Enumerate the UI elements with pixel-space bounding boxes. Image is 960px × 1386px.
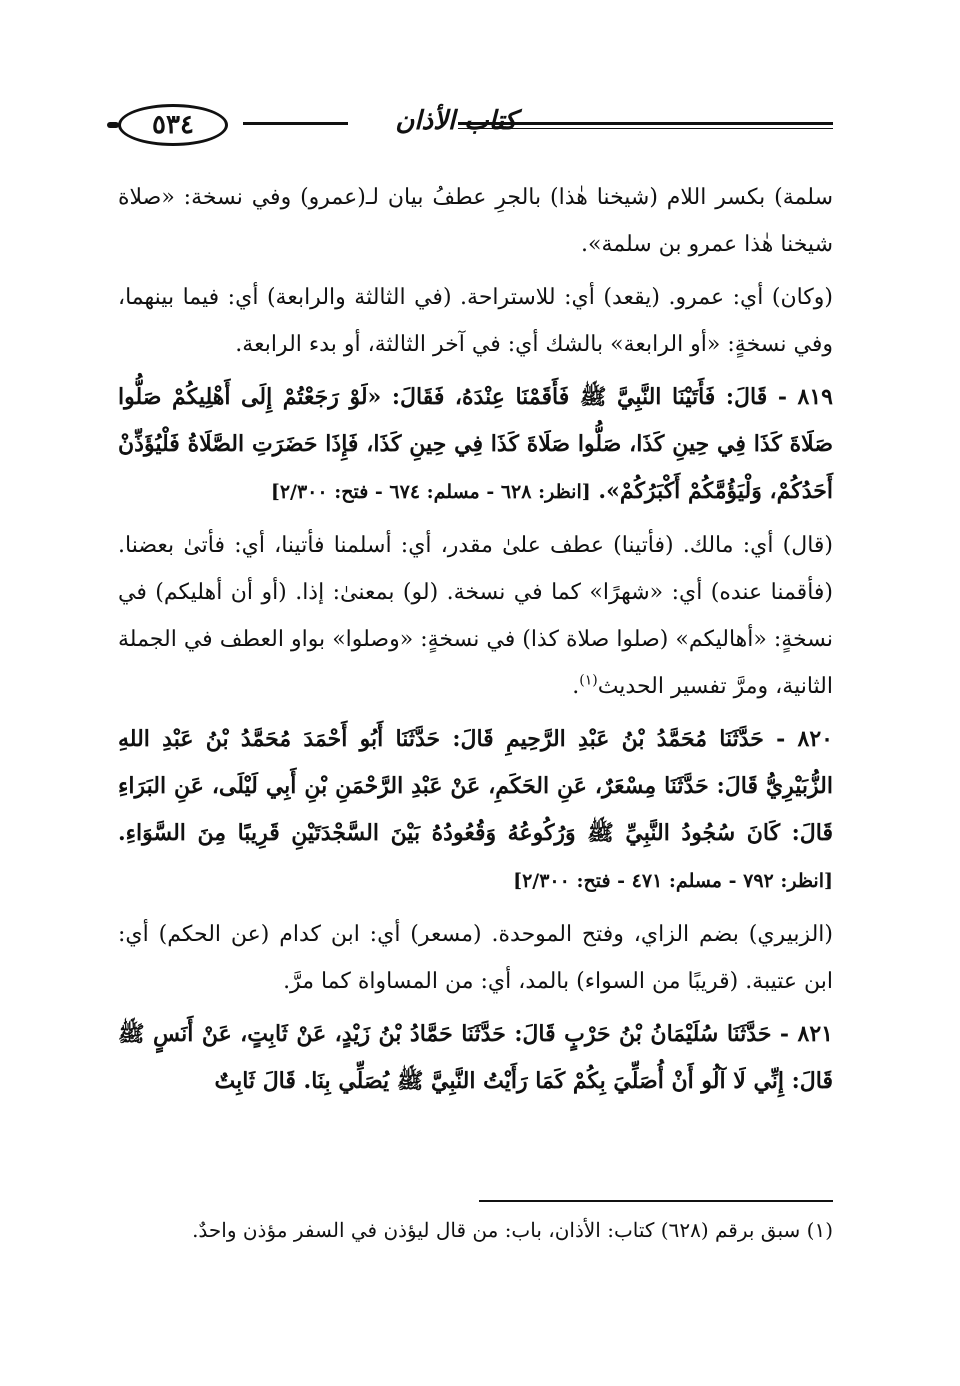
- header-rule-right-thin: [678, 128, 833, 129]
- hadith-text: ٨٢١ - حَدَّثَنَا سُلَيْمَانُ بْنُ حَرْبٍ قَالَ: حَدَّثَنَا حَمَّادُ بْنُ زَيْدٍ، عَنْ ثَابِتٍ، عَنْ أَنَسٍ ﷺ قَالَ: إِنِّي لَا آلُو أَنْ أُصَلِّيَ بِكُمْ كَمَا رَأَيْتُ النَّبِيَّ ﷺ يُصَلِّي بِنَا. قَالَ ثَابِتٌ: [118, 1021, 833, 1094]
- hadith-text: ٨١٩ - قَالَ: فَأَتَيْنَا النَّبِيَّ ﷺ فَأَقَمْنَا عِنْدَهُ، فَقَالَ: «لَوْ رَجَعْتُمْ إِلَى أَهْلِيكُمْ صَلُّوا صَلَاةَ كَذَا فِي حِينِ كَذَا، صَلُّوا صَلَاةَ كَذَا فِي حِينِ كَذَا، فَإِذَا حَضَرَتِ الصَّلَاةُ فَلْيُؤَذِّنْ أَحَدُكُمْ، وَلْيَؤُمَّكُمْ أَكْبَرُكُمْ».: [118, 384, 833, 504]
- paragraph: [118, 174, 833, 268]
- running-title: كتاب الأذان: [395, 106, 517, 136]
- header-rule-left: [243, 122, 348, 125]
- paragraph-text: (الزبيري) بضم الزاي، وفتح الموحدة. (مسعر) أي: ابن كدام (عن الحكم) أي: ابن عتيبة. (قريبًا من السواء) بالمد، أي: من المساواة كما مرَّ.: [118, 922, 833, 994]
- header-rule-right: [678, 122, 833, 125]
- footnote-text: (١) سبق برقم (٦٢٨) كتاب: الأذان، باب: من قال ليؤذن في السفر مؤذن واحدٌ.: [192, 1218, 833, 1242]
- page-number: [118, 104, 228, 146]
- hadith-text: ٨٢٠ - حَدَّثَنَا مُحَمَّدُ بْنُ عَبْدِ الرَّحِيمِ قَالَ: حَدَّثَنَا أَبُو أَحْمَدَ مُحَمَّدُ بْنُ عَبْدِ اللهِ الزُّبَيْرِيُّ قَالَ: حَدَّثَنَا مِسْعَرٌ، عَنِ الحَكَمِ، عَنْ عَبْدِ الرَّحْمَنِ بْنِ أَبِي لَيْلَى، عَنِ البَرَاءِ قَالَ: كَانَ سُجُودُ النَّبِيِّ ﷺ وَرُكُوعُهُ وَقُعُودُهُ بَيْنَ السَّجْدَتَيْنِ قَرِيبًا مِنَ السَّوَاءِ.: [118, 726, 833, 846]
- footnote: [118, 1210, 833, 1250]
- hadith-paragraph: [118, 1011, 833, 1105]
- page-header: [118, 100, 833, 160]
- hadith-paragraph: [118, 716, 833, 905]
- footnote-marker: (١): [579, 672, 598, 689]
- hadith-reference: [انظر: ٧٩٢ - مسلم: ٤٧١ - فتح: ٢/٣٠٠]: [513, 870, 833, 892]
- paragraph-text: (قال) أي: مالك. (فأتينا) عطف علىٰ مقدر، أي: أسلمنا فأتينا، أي: فأتىٰ بعضنا. (فأقمنا عنده) أي: «شهرًا» كما في نسخة. (لو) بمعنىٰ: إذا. (أو أن أهليكم) في نسخةٍ: «أهاليكم» (صلوا صلاة كذا) في نسخةٍ: «وصلوا» بواو العطف في الجملة الثانية، ومرَّ تفسير الحديث: [118, 533, 833, 699]
- paragraph-text: (وكان) أي: عمرو. (يقعد) أي: للاستراحة. (في الثالثة والرابعة) أي: فيما بينهما، وفي نسخةٍ: «أو الرابعة» بالشك أي: في آخر الثالثة، أو بدء الرابعة.: [118, 285, 833, 357]
- paragraph: [118, 522, 833, 710]
- paragraph: [118, 274, 833, 368]
- hadith-paragraph: [118, 374, 833, 516]
- paragraph-tail: .: [572, 674, 580, 699]
- main-text: [118, 174, 833, 1105]
- page-number-text: ٥٣٤: [152, 110, 194, 140]
- paragraph: [118, 911, 833, 1005]
- footnote-divider: [479, 1200, 833, 1202]
- hadith-reference: [انظر: ٦٢٨ - مسلم: ٦٧٤ - فتح: ٢/٣٠٠]: [270, 481, 591, 503]
- paragraph-text: سلمة) بكسر اللام (شيخنا هٰذا) بالجرِ عطفُ بيان لـ(عمرو) وفي نسخة: «صلاة شيخنا هٰذا عمرو بن سلمة».: [118, 185, 833, 257]
